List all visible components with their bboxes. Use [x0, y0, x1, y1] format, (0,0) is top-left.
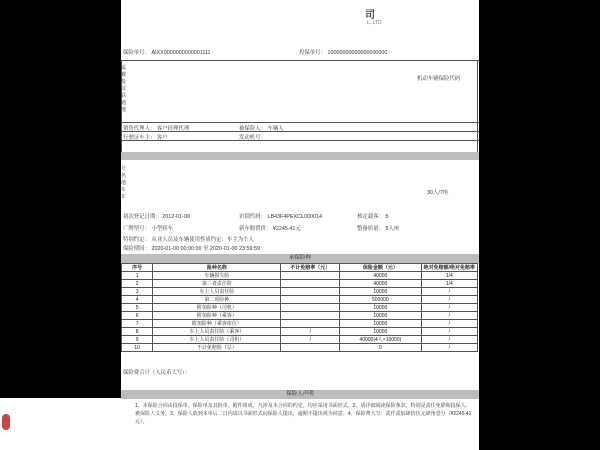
red-marker — [2, 414, 10, 430]
table-row — [122, 296, 478, 304]
table-cell — [281, 344, 340, 352]
engine-row — [239, 133, 266, 141]
table-cell — [281, 320, 340, 328]
reg-date-label: 初次登记日期： — [123, 214, 161, 220]
table-row — [122, 312, 478, 320]
table-cell: 8 — [122, 328, 153, 336]
coverage-title: 承保险种 — [121, 254, 479, 263]
table-header-row — [122, 264, 478, 272]
reg-owner-row — [123, 133, 168, 141]
table-cell: 40000 — [340, 272, 422, 280]
price-row — [239, 224, 301, 232]
table-cell: 5 — [122, 304, 153, 312]
table-cell: 附加险种（司机） — [153, 304, 281, 312]
table-cell — [281, 304, 340, 312]
table-row — [122, 336, 478, 344]
price-value: ¥2245.41元 — [272, 226, 301, 232]
company-name-fragment: 司 — [365, 10, 375, 21]
table-cell — [281, 272, 340, 280]
agent-value: 客户经理代理 — [156, 126, 190, 132]
table-cell: 10000 — [340, 312, 422, 320]
table-cell: 500000 — [340, 296, 422, 304]
col-no: 序号 — [122, 264, 153, 272]
right-note: 机动车辆保险代码 — [417, 76, 461, 82]
table-cell: 附加险种（乘客） — [153, 312, 281, 320]
policy-no-label: 保险单号： — [123, 50, 150, 56]
col-name: 险种名称 — [153, 264, 281, 272]
table-cell: 2 — [122, 280, 153, 288]
table-cell: 4 — [122, 296, 153, 304]
table-cell: 车上人员责任险 — [153, 288, 281, 296]
table-cell: / — [421, 344, 477, 352]
total-label: 保险费合计（人民币大写）： — [123, 370, 191, 376]
insured-value: 车辆人 — [267, 126, 284, 132]
table-cell: 第三者责任险 — [153, 280, 281, 288]
table-cell: 10000 — [340, 304, 422, 312]
table-cell: 10000 — [340, 320, 422, 328]
background-corner — [0, 398, 121, 450]
table-cell: / — [421, 312, 477, 320]
table-cell: / — [421, 304, 477, 312]
table-cell — [281, 296, 340, 304]
table-cell: 0 — [340, 344, 422, 352]
table-row — [122, 320, 478, 328]
period-row — [123, 244, 260, 252]
notice-text: 1、本保险合同由投保单、保险单及其批单、附件组成，凡涉及本合同的约定，均应采用书面形式。2、请详细阅读保险条款，特别是责任免除和投保人、被保险人义务。3、保险人收到本单后二日内请以书面形式向保险人提出，逾期不提出视为同意。4、保险费大写：贰仟贰佰肆拾伍元肆角壹分（¥2245.41元）。 — [135, 403, 472, 425]
table-cell: 10000 — [340, 288, 422, 296]
seats-label: 核定载客： — [357, 214, 384, 220]
table-row — [122, 304, 478, 312]
col-absolute: 绝对免赔额/绝对免赔率 — [421, 264, 477, 272]
table-cell: 7 — [122, 320, 153, 328]
coverage-table — [121, 263, 478, 352]
table-row — [122, 272, 478, 280]
table-cell: 10000 — [340, 328, 422, 336]
gross-value: 5人座 — [385, 226, 400, 232]
insured-label: 被保险人： — [239, 126, 266, 132]
table-cell: 第二项险种 — [153, 296, 281, 304]
policy-no-row — [123, 48, 211, 56]
table-row — [122, 328, 478, 336]
table-cell: / — [421, 296, 477, 304]
right-note-2: 30人/7座 — [427, 190, 449, 196]
table-cell: 1/4 — [421, 272, 477, 280]
applicant-no-value: 10000000000000000000 — [327, 50, 388, 56]
table-cell: 附加险种（乘客座位） — [153, 320, 281, 328]
applicant-no-row — [299, 48, 387, 56]
table-cell: 车上人员责任险（乘客） — [153, 328, 281, 336]
table-cell: 40000 — [340, 280, 422, 288]
reg-date-row — [123, 212, 190, 220]
table-row — [122, 280, 478, 288]
table-cell: / — [281, 328, 340, 336]
reg-owner-label: 行驶证车主： — [123, 135, 156, 141]
gross-label: 整备质量： — [357, 226, 384, 232]
period-value: 2020-01-00 00:00:00 至 2020-01-00 23:59:59 — [151, 246, 260, 252]
agent-row — [123, 124, 189, 132]
table-cell — [281, 288, 340, 296]
company-en-fragment: L.,LTD — [367, 20, 382, 26]
vin-row — [239, 212, 322, 220]
coverage-rows — [122, 272, 478, 352]
table-cell — [281, 280, 340, 288]
special-row — [123, 235, 254, 243]
insured-row — [239, 124, 284, 132]
table-cell: / — [421, 336, 477, 344]
table-cell: / — [421, 288, 477, 296]
table-cell: 10 — [122, 344, 153, 352]
seats-value: 5 — [385, 214, 389, 220]
table-cell: 1 — [122, 272, 153, 280]
applicant-no-label: 投保单号： — [299, 50, 326, 56]
brand-value: 小型轿车 — [151, 226, 174, 232]
table-cell: 40000(4人×10000) — [340, 336, 422, 344]
table-row — [122, 344, 478, 352]
table-cell: / — [421, 320, 477, 328]
table-cell: 3 — [122, 288, 153, 296]
brand-label: 厂牌型号： — [123, 226, 150, 232]
table-cell: 车辆损失险 — [153, 272, 281, 280]
gross-row — [357, 224, 399, 232]
policy-document: 司 L.,LTD 保险单号： AIXX0000000000001111 投保单号： 10000000000000000000 属 被 投 证 联 通 地 机动车辆保险代码 销售代理人： 客户经理代理 被保险人： 车辆人 行驶证车主： 客户 发动机号： 号 名 地 车 车 30人/7座 初次登记日期： 2012-01-00 识别代码： LB43F4PEXCL000014 核定载客： 5 厂牌型号： 小型轿车 新车购置价： ¥2245.41元 整备质量： 5人座 特别约定： 从业人员及车辆使用性质约定：车主为个人 保险期间： 2020-01-00 00:00:00 至 2020-01-00 23:59:59 承保险种 序号 险种名称 不计免赔率（元） 保险金额（元） 绝对免赔额/绝对免赔率 1 车辆损失险 40000 1/4 2 第三者责任险 40000 1/4 3 车上人员责任险 10000 / 4 第二项险种 500000 / 5 附加险种（司机） 10000 / 6 附加险种（乘客） 10000 / 7 附加险种（乘客座位） 10000 / 8 车上人员责任险（乘客） / 10000 / 9 车上人员责任险（司机） / 40000(4人×10000) / 10 不计免赔险（总） 0 / 保险费合计（人民币大写）： 保险人声明 1、本保险合同由投保单、保险单及其批单、附件组成，凡涉及本合同的约定，均应采用书面形式。2、请详细阅读保险条款，特别是责任免除和投保人、被保险人义务。3、保险人收到本单后二日内请以书面形式向保险人提出，逾期不提出视为同意。4、保险费大写：贰仟贰佰肆拾伍元肆角壹分（¥2245.41元）。 — [121, 0, 479, 450]
agent-label: 销售代理人： — [123, 126, 156, 132]
reg-date-value: 2012-01-00 — [162, 214, 190, 220]
vin-value: LB43F4PEXCL000014 — [267, 214, 323, 220]
special-value: 从业人员及车辆使用性质约定：车主为个人 — [151, 237, 254, 243]
seats-row — [357, 212, 388, 220]
table-row — [122, 288, 478, 296]
period-label: 保险期间： — [123, 246, 150, 252]
special-label: 特别约定： — [123, 237, 150, 243]
reg-owner-value: 客户 — [156, 135, 168, 141]
table-cell: / — [421, 328, 477, 336]
col-amount: 保险金额（元） — [340, 264, 422, 272]
total-row — [123, 368, 190, 376]
policy-no-value: AIXX0000000000001111 — [151, 50, 211, 56]
table-cell: 1/4 — [421, 280, 477, 288]
price-label: 新车购置价： — [239, 226, 272, 232]
col-deductible: 不计免赔率（元） — [281, 264, 340, 272]
table-cell — [281, 312, 340, 320]
table-cell: 9 — [122, 336, 153, 344]
engine-label: 发动机号： — [239, 135, 266, 141]
table-cell: 不计免赔险（总） — [153, 344, 281, 352]
table-cell: / — [281, 336, 340, 344]
vin-label: 识别代码： — [239, 214, 266, 220]
brand-row — [123, 224, 173, 232]
notice-title: 保险人声明 — [121, 390, 479, 399]
table-cell: 6 — [122, 312, 153, 320]
table-cell: 车上人员责任险（司机） — [153, 336, 281, 344]
